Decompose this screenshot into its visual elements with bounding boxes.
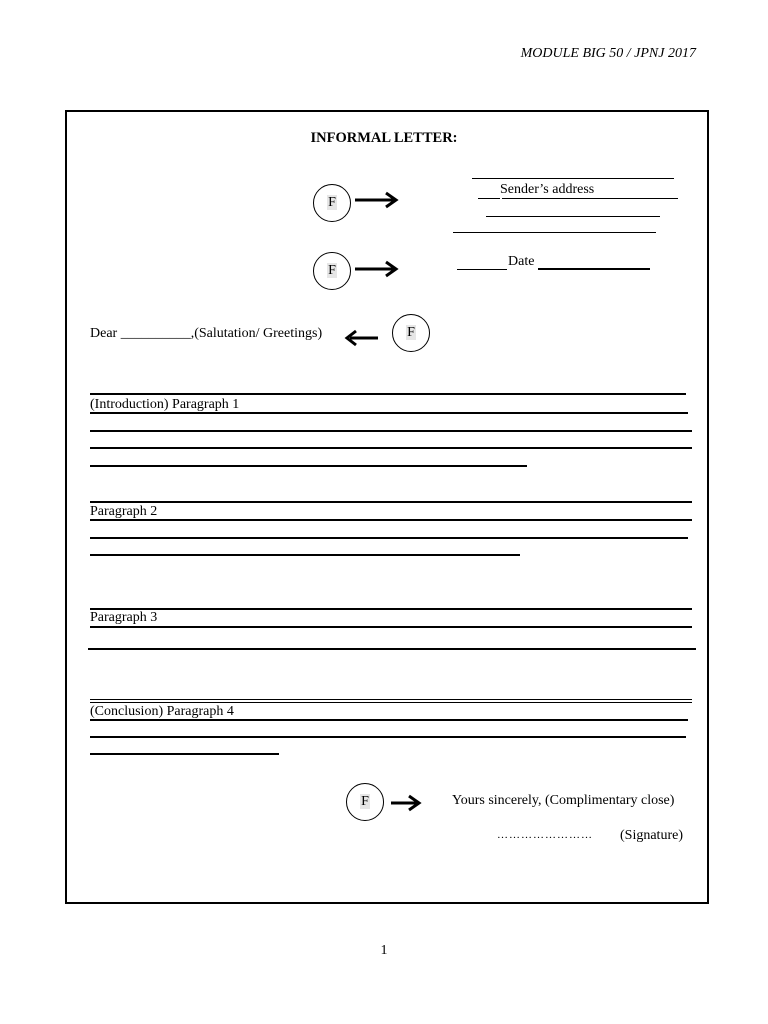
- writing-line: [90, 699, 692, 700]
- format-marker-date: [313, 252, 351, 290]
- address-line-2b: [502, 198, 678, 199]
- format-marker-label: F: [328, 263, 336, 278]
- complimentary-close: Yours sincerely, (Complimentary close): [452, 793, 675, 808]
- writing-line: [90, 608, 692, 610]
- date-line-right: [538, 268, 650, 270]
- format-marker-label: F: [361, 794, 369, 809]
- signature-dots: ……………………: [497, 829, 593, 841]
- page-number: 1: [380, 943, 388, 958]
- arrow-left-icon: [344, 328, 380, 348]
- address-line-3: [486, 216, 660, 217]
- writing-line: [90, 554, 520, 556]
- date-line-left: [457, 269, 507, 270]
- sender-address-label: Sender’s address: [500, 182, 595, 197]
- format-marker-label: F: [328, 195, 336, 210]
- salutation-text: Dear __________,(Salutation/ Greetings): [90, 326, 323, 341]
- arrow-right-icon: [390, 793, 422, 813]
- arrow-right-icon: [354, 259, 400, 279]
- format-marker-label: F: [407, 325, 415, 340]
- writing-line: [90, 537, 688, 539]
- address-line-2a: [478, 198, 500, 199]
- writing-line: [90, 501, 692, 503]
- writing-line: [90, 753, 279, 755]
- writing-line: [90, 465, 527, 467]
- writing-line: [90, 736, 686, 738]
- date-label: Date: [508, 254, 535, 269]
- writing-line: [90, 702, 692, 703]
- paragraph4-label: (Conclusion) Paragraph 4: [90, 704, 234, 719]
- address-line-1: [472, 178, 674, 179]
- letter-frame: [65, 110, 709, 904]
- format-marker-salutation: [392, 314, 430, 352]
- address-line-4: [453, 232, 656, 233]
- signature-label: (Signature): [620, 828, 683, 843]
- letter-title: INFORMAL LETTER:: [310, 130, 458, 146]
- writing-line: [90, 447, 692, 449]
- writing-line: [90, 719, 688, 721]
- format-marker-address: [313, 184, 351, 222]
- writing-line: [90, 430, 692, 432]
- writing-line: [88, 648, 696, 650]
- module-title: MODULE BIG 50 / JPNJ 2017: [520, 46, 696, 61]
- arrow-right-icon: [354, 190, 400, 210]
- paragraph1-label: (Introduction) Paragraph 1: [90, 397, 240, 412]
- paragraph2-label: Paragraph 2: [90, 504, 158, 519]
- writing-line: [90, 412, 688, 414]
- writing-line: [90, 626, 692, 628]
- writing-line: [90, 393, 686, 395]
- paragraph3-label: Paragraph 3: [90, 610, 158, 625]
- writing-line: [90, 519, 692, 521]
- format-marker-closing: [346, 783, 384, 821]
